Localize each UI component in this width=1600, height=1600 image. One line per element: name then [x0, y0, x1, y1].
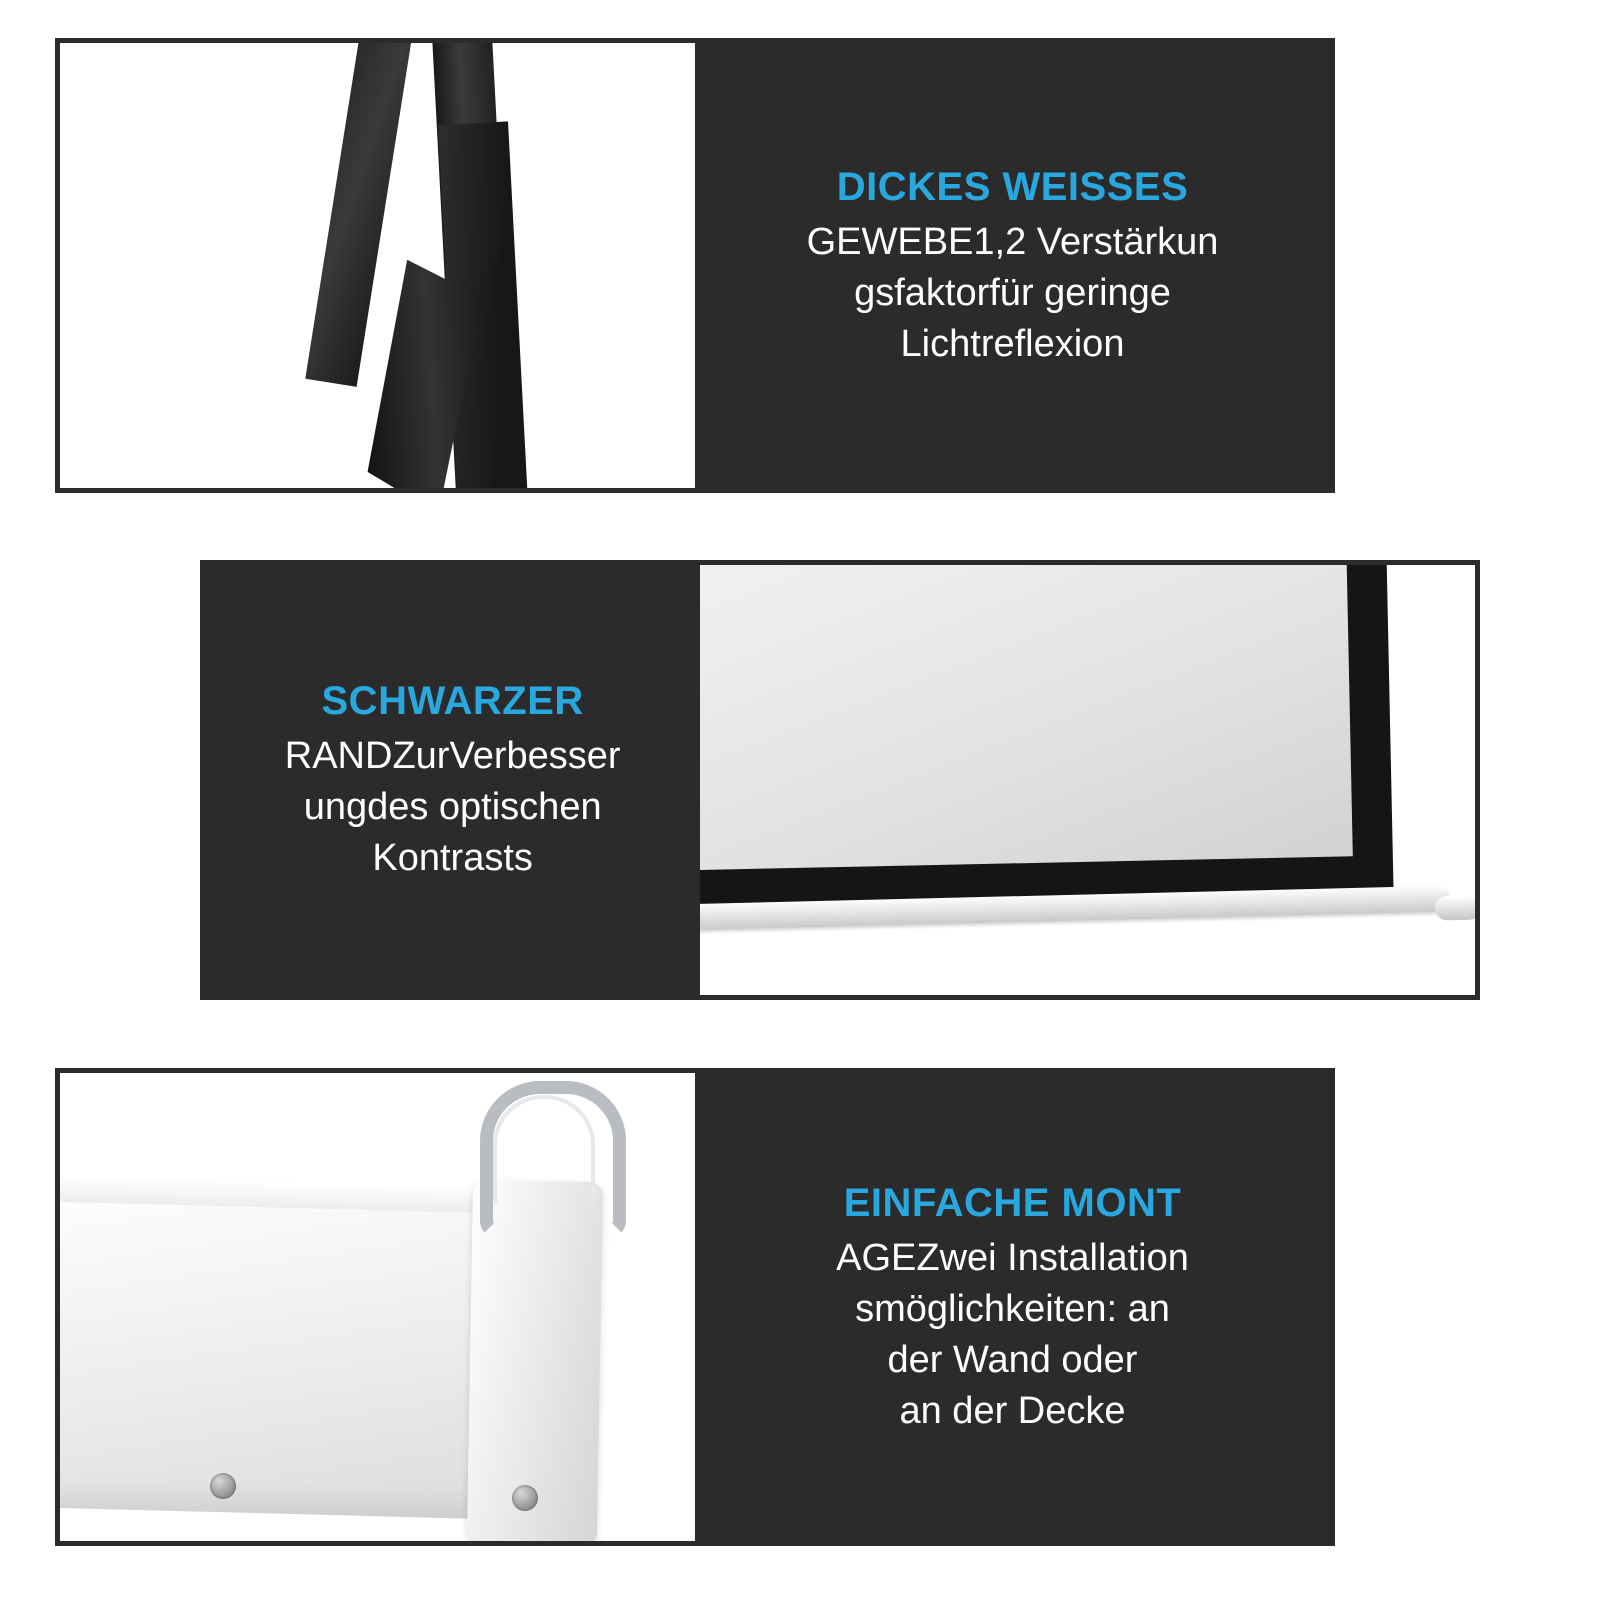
screen-white-surface [700, 565, 1353, 871]
mounting-body-line-1: AGEZwei Installation [836, 1236, 1189, 1279]
casing-screw-right [512, 1485, 538, 1511]
fabric-caption [695, 43, 1330, 488]
wall-mount-illustration [60, 1073, 695, 1541]
border-headline: SCHWARZER [321, 679, 584, 724]
fabric-body-line-3: Lichtreflexion [900, 322, 1125, 365]
screen-bar-end-cap [1435, 895, 1475, 920]
mounting-body-line-2: smöglichkeiten: an [855, 1287, 1170, 1330]
casing-screw-left [210, 1473, 236, 1499]
metal-hook-ring-highlight [493, 1095, 595, 1207]
black-strap-illustration [60, 43, 695, 488]
feature-panel-mounting [55, 1068, 1335, 1546]
projection-screen-illustration [700, 565, 1475, 995]
border-caption [205, 565, 700, 995]
fabric-body-line-2: gsfaktorfür geringe [854, 271, 1171, 314]
mounting-body-line-3: der Wand oder [887, 1338, 1138, 1381]
feature-panel-fabric [55, 38, 1335, 493]
screen-casing [60, 1177, 494, 1519]
border-body-line-2: ungdes optischen [303, 786, 602, 829]
screen-black-border [700, 565, 1394, 912]
mount-photo [60, 1073, 695, 1541]
border-body-line-1: RANDZurVerbesser [284, 735, 621, 778]
fabric-photo [60, 43, 695, 488]
mounting-body-line-4: an der Decke [899, 1389, 1126, 1432]
screen-photo [700, 565, 1475, 995]
fabric-headline: DICKES WEISSES [836, 164, 1189, 209]
feature-panel-border [200, 560, 1480, 1000]
border-body-line-3: Kontrasts [372, 837, 533, 880]
mounting-caption [695, 1073, 1330, 1541]
mounting-headline: EINFACHE MONT [843, 1180, 1182, 1225]
fabric-body-line-1: GEWEBE1,2 Verstärkun [806, 220, 1219, 263]
